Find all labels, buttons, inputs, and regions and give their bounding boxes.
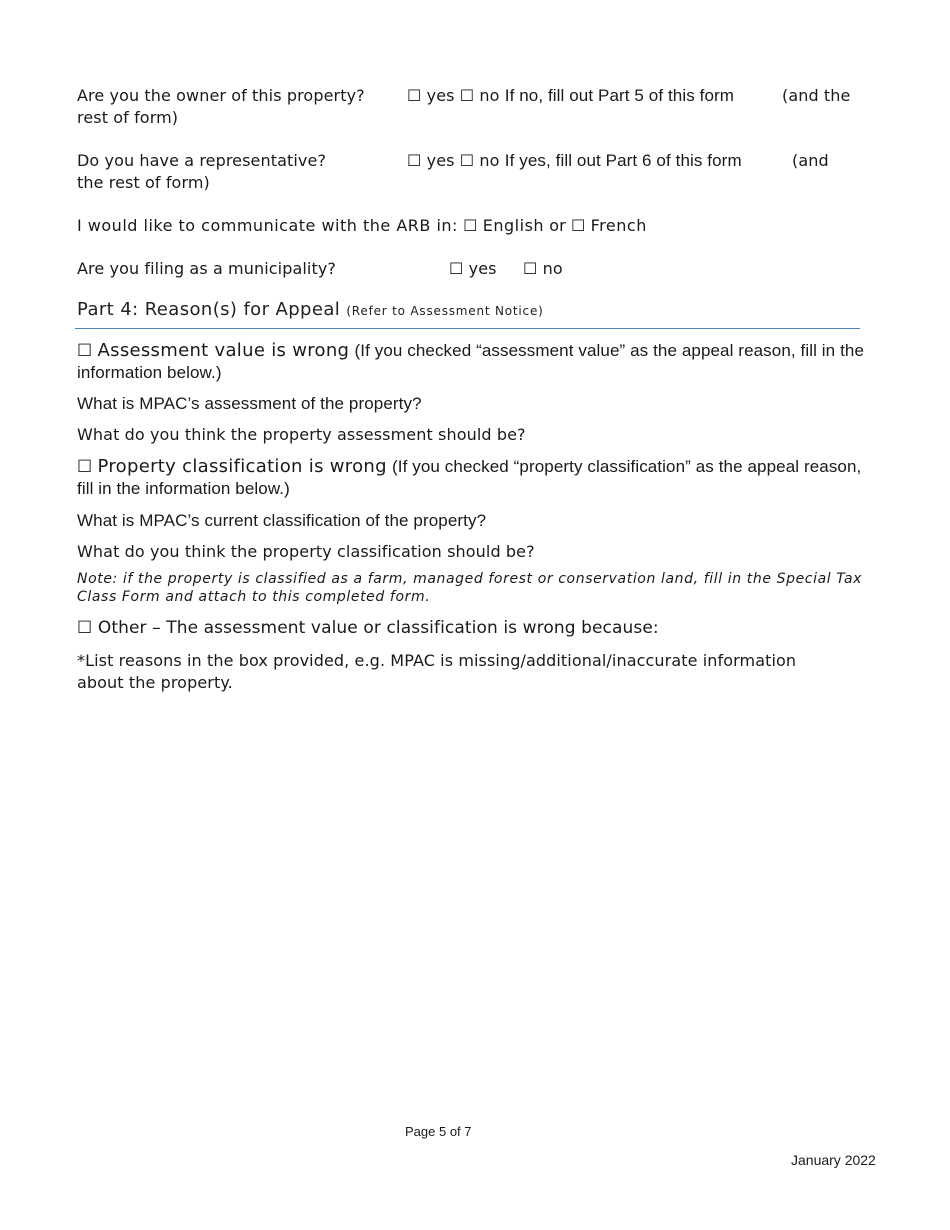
part4-subtitle: (Refer to Assessment Notice): [346, 304, 544, 318]
rep-no-label: no: [479, 151, 500, 170]
owner-tail-second: rest of form): [77, 108, 179, 127]
part4-heading: [77, 298, 867, 323]
english-checkbox[interactable]: ☐: [463, 216, 478, 235]
owner-no-checkbox[interactable]: ☐: [459, 86, 475, 105]
assessment-opinion-question: What do you think the property assessment should be?: [77, 425, 526, 444]
owner-options: [407, 85, 734, 107]
assessment-option: [77, 340, 867, 384]
rep-yes-label: yes: [426, 151, 455, 170]
classification-checkbox[interactable]: ☐: [77, 457, 93, 477]
rep-tail-first: (and: [792, 151, 829, 170]
municipality-yes-checkbox[interactable]: ☐: [449, 259, 464, 278]
classification-mpac-question: What is MPAC’s current classification of the property?: [77, 511, 487, 530]
owner-tail-first: (and the: [782, 86, 851, 105]
owner-question-row: [77, 85, 867, 107]
rep-instruction: If yes, fill out Part 6 of this form: [504, 151, 742, 170]
rep-yes-checkbox[interactable]: ☐: [407, 151, 422, 170]
municipality-row: [77, 258, 867, 280]
municipality-question: Are you filing as a municipality?: [77, 259, 336, 278]
owner-yes-label: yes: [426, 86, 455, 105]
municipality-no-checkbox[interactable]: ☐: [522, 259, 538, 278]
rep-tail-second: the rest of form): [77, 173, 210, 192]
classification-opinion-question: What do you think the property classification should be?: [77, 542, 535, 561]
other-label: Other – The assessment value or classification is wrong because:: [97, 618, 659, 638]
rep-no-checkbox[interactable]: ☐: [459, 151, 475, 170]
other-option: [77, 617, 867, 639]
owner-question-label: Are you the owner of this property?: [77, 86, 365, 105]
rep-question-label: Do you have a representative?: [77, 151, 327, 170]
assessment-mpac-question: What is MPAC’s assessment of the property?: [77, 394, 422, 413]
owner-no-label: no: [479, 86, 500, 105]
assessment-checkbox[interactable]: ☐: [77, 341, 93, 361]
classification-option: [77, 456, 867, 500]
language-prefix: I would like to communicate with the ARB in:: [77, 216, 458, 235]
other-checkbox[interactable]: ☐: [77, 618, 93, 638]
english-label: English: [482, 216, 545, 235]
classification-label: Property classification is wrong: [97, 456, 387, 477]
french-label: French: [590, 216, 647, 235]
rep-question-row: [77, 150, 867, 192]
language-row: [77, 215, 867, 237]
classification-explain: (If you checked “property classification” as the appeal reason, fill in the information below.): [77, 457, 862, 498]
owner-instruction: If no, fill out Part 5 of this form: [504, 86, 735, 105]
assessment-label: Assessment value is wrong: [97, 340, 350, 361]
municipality-options: [449, 258, 563, 280]
footer-date: January 2022: [791, 1152, 876, 1168]
part4-divider: [75, 328, 860, 329]
page-number: Page 5 of 7: [405, 1124, 472, 1139]
assessment-explain: (If you checked “assessment value” as the appeal reason, fill in the information below.): [77, 341, 864, 382]
classification-note: Note: if the property is classified as a farm, managed forest or conservation land, fill in the Special Tax Class Form and attach to this completed form.: [77, 571, 863, 605]
municipality-no-label: no: [542, 259, 563, 278]
part4-title: Part 4: Reason(s) for Appeal: [77, 299, 341, 320]
owner-yes-checkbox[interactable]: ☐: [407, 86, 422, 105]
municipality-yes-label: yes: [468, 259, 497, 278]
rep-options: [407, 150, 742, 172]
language-or: or: [549, 216, 566, 235]
french-checkbox[interactable]: ☐: [571, 216, 586, 235]
other-list-reasons: *List reasons in the box provided, e.g. MPAC is missing/additional/inaccurate information about the property.: [77, 651, 797, 692]
